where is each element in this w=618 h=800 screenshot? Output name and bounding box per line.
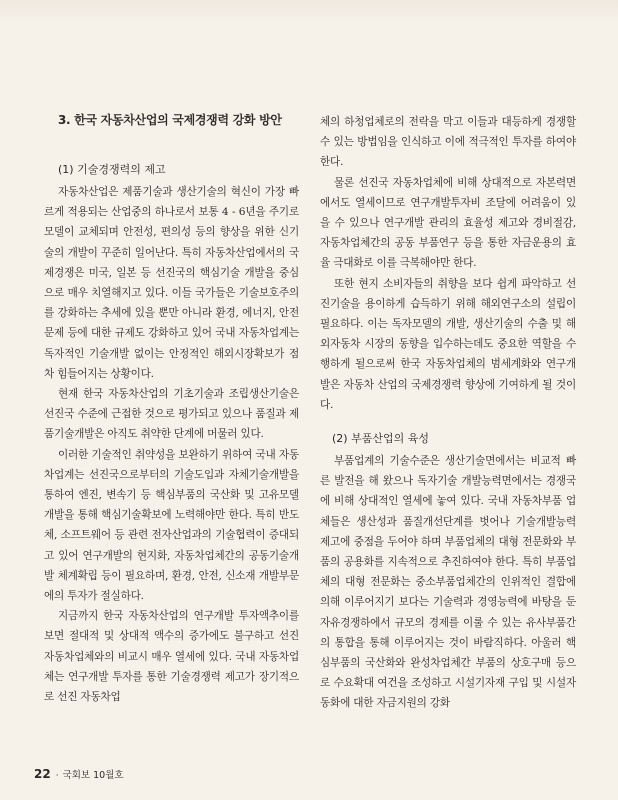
paragraph: 또한 현지 소비자들의 취향을 보다 쉽게 파악하고 선진기술을 용이하게 습득하기 위해 해외연구소의 설립이 필요하다. 이는 독자모델의 개발, 생산기술의 수출 및 해외자동차 시장의 동향을 입수하는데도 중요한 역할을 수행하게 될으로써 한국 자동차업체의 범세계화와 연구개발은 자동차 산업의 국제경쟁력 향상에 기여하게 될 것이다. <box>320 277 576 411</box>
section-title: 3. 한국 자동차산업의 국제경쟁력 강화 방안 <box>58 113 282 127</box>
paragraph: 이러한 기술적인 취약성을 보완하기 위하여 국내 자동차업계는 선진국으로부터의 기술도입과 자체기술개발을 통하여 엔진, 변속기 등 핵심부품의 국산화 및 고유모델개발을 통해 핵심기술확보에 노력해야만 한다. 특히 반도체, 소프트웨어 등 관련 전자산업과의 기술협력이 증대되고 있어 연구개발의 현지화, 자동차업체간의 공동기술개발 체계확립 등이 필요하며, 환경, 안전, 신소재 개발부문에의 투자가 절실하다. <box>44 448 299 603</box>
paragraph: 지금까지 한국 자동차산업의 연구개발 투자액추이를 보면 절대적 및 상대적 액수의 증가에도 불구하고 선진 자동차업체와의 비교시 매우 열세에 있다. 국내 자동차업체는 연구개발 투자를 통한 기술경쟁력 제고가 장기적으로 선진 자동차업 <box>44 610 299 704</box>
paragraph: 자동차산업은 제품기술과 생산기술의 혁신이 가장 빠르게 적용되는 산업중의 하나로서 보통 4 - 6년을 주기로 모델이 교체되며 안전성, 편의성 등의 향상을 위한 신기술의 개발이 꾸준히 일어난다. 특히 자동차산업에서의 국제경쟁은 미국, 일본 등 선진국의 핵심기술 개발을 중심으로 매우 치열해지고 있다. 이들 국가들은 기술보호주의를 강화하는 추세에 있을 뿐만 아니라 환경, 에너지, 안전문제 등에 대한 규제도 강화하고 있어 국내 자동차업계는 독자적인 기술개발 없이는 안정적인 해외시장확보가 점차 힘들어지는 상황이다. <box>44 186 299 380</box>
paragraph: 부품업계의 기술수준은 생산기술면에서는 비교적 빠른 발전을 해 왔으나 독자기술 개발능력면에서는 경쟁국에 비해 상대적인 열세에 놓여 있다. 국내 자동차부품 업체들은 생산성과 품질개선단계를 벗어나 기술개발능력 제고에 중점을 두어야 하며 부품업체의 대형 전문화와 부품의 공용화를 지속적으로 추진하여야 한다. 특히 부품업체의 대형 전문화는 중소부품업체간의 인위적인 결합에 의해 이루어지기 보다는 기술력과 경영능력에 바탕을 둔 자유경쟁하에서 규모의 경제를 이룰 수 있는 유사부품간의 통합을 통해 이루어지는 것이 바람직하다. 아울러 핵심부품의 국산화와 완성차업체간 부품의 상호구매 등으로 수요확대 여건을 조성하고 시설기자재 구입 및 시설자동화에 대한 자금지원의 강화 <box>320 455 576 710</box>
right-column <box>320 112 576 714</box>
paper-edge-shading <box>0 0 618 24</box>
page-footer <box>34 767 124 781</box>
subheading-parts-industry: (2) 부품산업의 육성 <box>332 432 429 446</box>
page-number: 22 <box>34 767 51 781</box>
paragraph: 물론 선진국 자동차업체에 비해 상대적으로 자본력면에서도 열세이므로 연구개발투자비 조달에 어려움이 있을 수 있으나 연구개발 관리의 효율성 제고와 경비절감, 자동차업체간의 공동 부품연구 등을 통한 자금운용의 효율 극대화로 이를 극복해야만 한다. <box>320 176 576 270</box>
paragraph: 현재 한국 자동차산업의 기초기술과 조립생산기술은 선진국 수준에 근접한 것으로 평가되고 있으나 품질과 제품기술개발은 아직도 취약한 단계에 머물러 있다. <box>44 388 299 441</box>
left-column <box>44 110 299 707</box>
paragraph-continuation: 체의 하청업체로의 전락을 막고 이들과 대등하게 경쟁할 수 있는 방법임을 인식하고 이에 적극적인 투자를 하여야 한다. <box>320 116 576 169</box>
publication-name: 국회보 10월호 <box>62 770 124 781</box>
subheading-technology: (1) 기술경쟁력의 제고 <box>58 163 166 176</box>
footer-separator: · <box>55 771 59 781</box>
